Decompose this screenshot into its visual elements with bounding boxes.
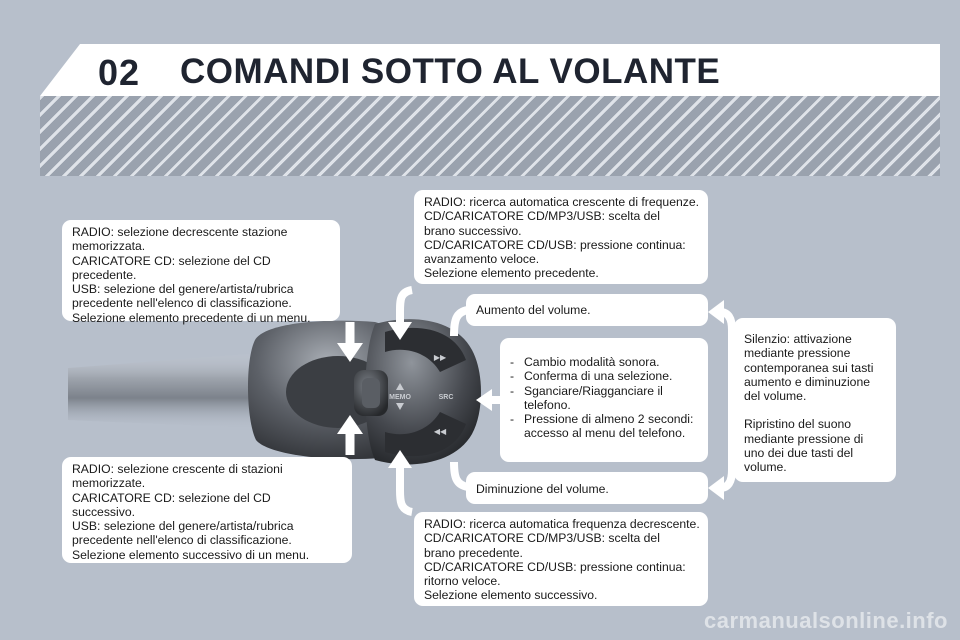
prev-track-icon: ◀◀ bbox=[433, 427, 447, 436]
callout-memo-down: RADIO: selezione crescente di stazioni memorizzate. CARICATORE CD: selezione del CD successivo. USB: selezione del genere/artista/rubrica precedente nell'elenco di classificazione. Selezione elemento successivo di un menu. bbox=[62, 457, 352, 563]
watermark: carmanualsonline.info bbox=[704, 608, 948, 633]
list-item: - Pressione di almeno 2 secondi: accesso al menu del telefono. bbox=[506, 412, 700, 441]
list-item: - Sganciare/Riagganciare il telefono. bbox=[506, 384, 700, 413]
callout-src bbox=[500, 338, 708, 462]
list-item: - Cambio modalità sonora. bbox=[506, 355, 700, 369]
next-track-icon: ▶▶ bbox=[433, 353, 447, 362]
chapter-number: 02 bbox=[98, 52, 141, 93]
arrow-mute-top-head bbox=[708, 300, 724, 324]
callout-next: RADIO: ricerca automatica crescente di frequenze. CD/CARICATORE CD/MP3/USB: scelta del brano successivo. CD/CARICATORE CD/USB: pressione continua: avanzamento veloce. Selezione elemento precedente. bbox=[414, 190, 708, 284]
arrow-mute-bottom-head bbox=[708, 476, 724, 500]
list-item: - Conferma di una selezione. bbox=[506, 369, 700, 383]
callout-memo-up: RADIO: selezione decrescente stazione memorizzata. CARICATORE CD: selezione del CD precedente. USB: selezione del genere/artista/rubrica precedente nell'elenco di classificazione. Selezione elemento precedente di un menu. bbox=[62, 220, 340, 321]
callout-mute: Silenzio: attivazione mediante pressione contemporanea sui tasti aumento e diminuzione del volume. Ripristino del suono mediante pressione di uno dei due tasti del volume. bbox=[734, 318, 896, 482]
src-label: SRC bbox=[438, 394, 454, 401]
memo-thumbwheel-ridge bbox=[362, 378, 380, 408]
callout-prev: RADIO: ricerca automatica frequenza decrescente. CD/CARICATORE CD/MP3/USB: scelta del brano precedente. CD/CARICATORE CD/USB: pressione continua: ritorno veloce. Selezione elemento successivo. bbox=[414, 512, 708, 606]
callout-volume-up: Aumento del volume. bbox=[466, 294, 708, 326]
arrow-prev bbox=[400, 466, 412, 512]
memo-label: MEMO bbox=[389, 394, 411, 401]
page-title: COMANDI SOTTO AL VOLANTE bbox=[180, 52, 721, 91]
arrow-mute-bracket bbox=[720, 312, 732, 488]
src-function-list bbox=[506, 355, 700, 441]
callout-volume-down: Diminuzione del volume. bbox=[466, 472, 708, 504]
